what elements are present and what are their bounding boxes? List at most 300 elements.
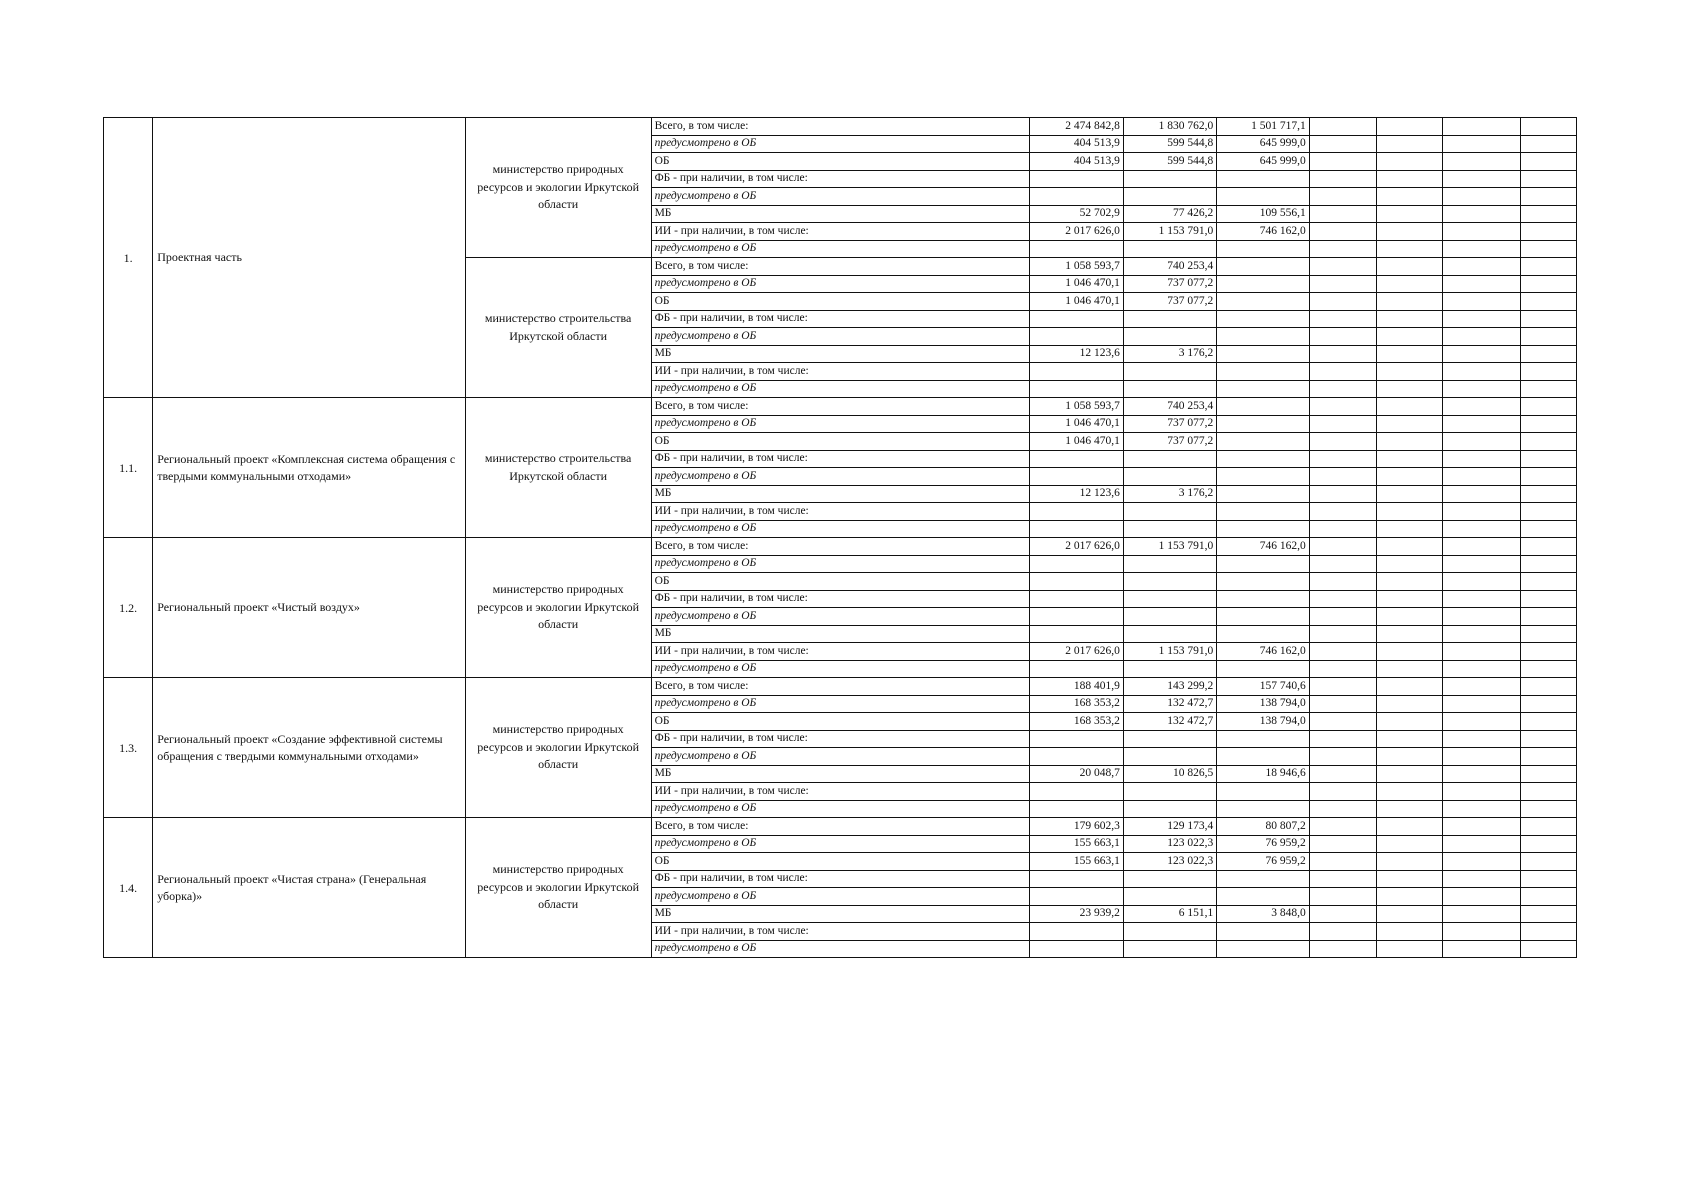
amount-year-3: 746 162,0: [1217, 538, 1309, 556]
empty-cell: [1377, 398, 1443, 416]
item-number: 1.4.: [104, 818, 153, 958]
empty-cell: [1377, 608, 1443, 626]
empty-cell: [1443, 450, 1520, 468]
empty-cell: [1377, 853, 1443, 871]
empty-cell: [1443, 818, 1520, 836]
amount-year-2: 3 176,2: [1123, 345, 1216, 363]
amount-year-1: 1 046 470,1: [1030, 293, 1123, 311]
empty-cell: [1443, 275, 1520, 293]
empty-cell: [1377, 660, 1443, 678]
funding-source: Всего, в том числе:: [651, 258, 1030, 276]
empty-cell: [1309, 695, 1376, 713]
empty-cell: [1443, 258, 1520, 276]
empty-cell: [1309, 853, 1376, 871]
amount-year-3: [1217, 800, 1309, 818]
amount-year-1: [1030, 800, 1123, 818]
amount-year-3: [1217, 345, 1309, 363]
funding-source: ИИ - при наличии, в том числе:: [651, 363, 1030, 381]
amount-year-2: 737 077,2: [1123, 293, 1216, 311]
amount-year-2: 132 472,7: [1123, 713, 1216, 731]
funding-source: предусмотрено в ОБ: [651, 835, 1030, 853]
empty-cell: [1309, 573, 1376, 591]
empty-cell: [1377, 485, 1443, 503]
amount-year-1: 404 513,9: [1030, 135, 1123, 153]
empty-cell: [1377, 870, 1443, 888]
empty-cell: [1309, 678, 1376, 696]
empty-cell: [1309, 818, 1376, 836]
funding-source: ОБ: [651, 293, 1030, 311]
empty-cell: [1309, 223, 1376, 241]
amount-year-2: [1123, 625, 1216, 643]
amount-year-2: [1123, 310, 1216, 328]
amount-year-1: [1030, 363, 1123, 381]
funding-source: ОБ: [651, 853, 1030, 871]
empty-cell: [1443, 783, 1520, 801]
amount-year-2: 1 153 791,0: [1123, 223, 1216, 241]
empty-cell: [1520, 608, 1576, 626]
empty-cell: [1377, 205, 1443, 223]
empty-cell: [1520, 275, 1576, 293]
empty-cell: [1377, 783, 1443, 801]
responsible-executor: министерство строительства Иркутской области: [465, 258, 651, 398]
empty-cell: [1443, 503, 1520, 521]
empty-cell: [1309, 923, 1376, 941]
empty-cell: [1443, 310, 1520, 328]
empty-cell: [1443, 643, 1520, 661]
amount-year-3: 746 162,0: [1217, 223, 1309, 241]
table-row: [104, 538, 1577, 556]
amount-year-1: 168 353,2: [1030, 713, 1123, 731]
item-number: 1.2.: [104, 538, 153, 678]
amount-year-3: [1217, 258, 1309, 276]
empty-cell: [1377, 153, 1443, 171]
empty-cell: [1443, 713, 1520, 731]
empty-cell: [1443, 345, 1520, 363]
empty-cell: [1309, 118, 1376, 136]
amount-year-3: [1217, 433, 1309, 451]
amount-year-1: 1 046 470,1: [1030, 433, 1123, 451]
amount-year-3: 746 162,0: [1217, 643, 1309, 661]
amount-year-1: [1030, 870, 1123, 888]
empty-cell: [1520, 310, 1576, 328]
empty-cell: [1377, 923, 1443, 941]
funding-source: ФБ - при наличии, в том числе:: [651, 170, 1030, 188]
amount-year-2: [1123, 923, 1216, 941]
empty-cell: [1377, 380, 1443, 398]
responsible-executor: министерство природных ресурсов и экологии Иркутской области: [465, 818, 651, 958]
amount-year-2: 123 022,3: [1123, 835, 1216, 853]
empty-cell: [1377, 748, 1443, 766]
empty-cell: [1443, 573, 1520, 591]
empty-cell: [1377, 135, 1443, 153]
empty-cell: [1377, 450, 1443, 468]
amount-year-1: 20 048,7: [1030, 765, 1123, 783]
empty-cell: [1309, 450, 1376, 468]
empty-cell: [1377, 118, 1443, 136]
amount-year-1: [1030, 468, 1123, 486]
empty-cell: [1520, 800, 1576, 818]
empty-cell: [1309, 363, 1376, 381]
empty-cell: [1520, 905, 1576, 923]
empty-cell: [1520, 363, 1576, 381]
amount-year-1: [1030, 888, 1123, 906]
amount-year-3: [1217, 608, 1309, 626]
empty-cell: [1443, 800, 1520, 818]
empty-cell: [1309, 293, 1376, 311]
responsible-executor: министерство природных ресурсов и экологии Иркутской области: [465, 678, 651, 818]
empty-cell: [1377, 363, 1443, 381]
empty-cell: [1377, 590, 1443, 608]
amount-year-3: 109 556,1: [1217, 205, 1309, 223]
amount-year-3: 18 946,6: [1217, 765, 1309, 783]
empty-cell: [1520, 293, 1576, 311]
empty-cell: [1377, 625, 1443, 643]
empty-cell: [1309, 870, 1376, 888]
responsible-executor: министерство природных ресурсов и экологии Иркутской области: [465, 118, 651, 258]
empty-cell: [1377, 240, 1443, 258]
empty-cell: [1443, 433, 1520, 451]
empty-cell: [1443, 363, 1520, 381]
amount-year-3: [1217, 625, 1309, 643]
empty-cell: [1309, 153, 1376, 171]
empty-cell: [1443, 205, 1520, 223]
amount-year-1: [1030, 170, 1123, 188]
funding-source: Всего, в том числе:: [651, 398, 1030, 416]
item-name: Региональный проект «Чистый воздух»: [153, 538, 465, 678]
empty-cell: [1443, 485, 1520, 503]
amount-year-3: [1217, 660, 1309, 678]
amount-year-2: 129 173,4: [1123, 818, 1216, 836]
empty-cell: [1520, 450, 1576, 468]
amount-year-1: [1030, 590, 1123, 608]
funding-source: МБ: [651, 905, 1030, 923]
amount-year-1: [1030, 940, 1123, 958]
empty-cell: [1377, 573, 1443, 591]
funding-source: предусмотрено в ОБ: [651, 415, 1030, 433]
amount-year-3: [1217, 293, 1309, 311]
empty-cell: [1309, 905, 1376, 923]
empty-cell: [1309, 520, 1376, 538]
empty-cell: [1520, 433, 1576, 451]
amount-year-3: 157 740,6: [1217, 678, 1309, 696]
funding-source: ОБ: [651, 573, 1030, 591]
empty-cell: [1309, 258, 1376, 276]
amount-year-2: 3 176,2: [1123, 485, 1216, 503]
empty-cell: [1377, 468, 1443, 486]
amount-year-2: [1123, 170, 1216, 188]
empty-cell: [1443, 415, 1520, 433]
empty-cell: [1443, 730, 1520, 748]
empty-cell: [1377, 275, 1443, 293]
funding-source: ИИ - при наличии, в том числе:: [651, 223, 1030, 241]
amount-year-2: 737 077,2: [1123, 415, 1216, 433]
empty-cell: [1443, 590, 1520, 608]
amount-year-3: [1217, 170, 1309, 188]
amount-year-2: [1123, 888, 1216, 906]
amount-year-2: 737 077,2: [1123, 433, 1216, 451]
amount-year-3: [1217, 485, 1309, 503]
empty-cell: [1377, 188, 1443, 206]
empty-cell: [1520, 205, 1576, 223]
amount-year-1: [1030, 660, 1123, 678]
empty-cell: [1309, 328, 1376, 346]
table-row: [104, 398, 1577, 416]
empty-cell: [1309, 205, 1376, 223]
empty-cell: [1309, 485, 1376, 503]
empty-cell: [1443, 240, 1520, 258]
amount-year-1: [1030, 608, 1123, 626]
empty-cell: [1377, 310, 1443, 328]
empty-cell: [1520, 188, 1576, 206]
amount-year-1: 1 046 470,1: [1030, 415, 1123, 433]
empty-cell: [1520, 538, 1576, 556]
empty-cell: [1309, 538, 1376, 556]
funding-source: ИИ - при наличии, в том числе:: [651, 643, 1030, 661]
amount-year-2: [1123, 573, 1216, 591]
amount-year-1: 1 058 593,7: [1030, 398, 1123, 416]
empty-cell: [1520, 835, 1576, 853]
empty-cell: [1377, 695, 1443, 713]
empty-cell: [1377, 538, 1443, 556]
empty-cell: [1443, 660, 1520, 678]
empty-cell: [1309, 433, 1376, 451]
empty-cell: [1377, 328, 1443, 346]
empty-cell: [1309, 888, 1376, 906]
empty-cell: [1309, 800, 1376, 818]
amount-year-3: 138 794,0: [1217, 713, 1309, 731]
empty-cell: [1309, 188, 1376, 206]
funding-source: предусмотрено в ОБ: [651, 520, 1030, 538]
empty-cell: [1520, 240, 1576, 258]
empty-cell: [1520, 153, 1576, 171]
empty-cell: [1443, 888, 1520, 906]
amount-year-2: 1 153 791,0: [1123, 643, 1216, 661]
empty-cell: [1443, 135, 1520, 153]
empty-cell: [1309, 608, 1376, 626]
amount-year-3: [1217, 520, 1309, 538]
item-number: 1.3.: [104, 678, 153, 818]
empty-cell: [1520, 503, 1576, 521]
amount-year-2: [1123, 783, 1216, 801]
empty-cell: [1309, 713, 1376, 731]
amount-year-2: [1123, 468, 1216, 486]
amount-year-2: [1123, 503, 1216, 521]
empty-cell: [1443, 223, 1520, 241]
empty-cell: [1443, 328, 1520, 346]
empty-cell: [1443, 398, 1520, 416]
funding-source: МБ: [651, 625, 1030, 643]
amount-year-1: [1030, 240, 1123, 258]
empty-cell: [1443, 835, 1520, 853]
empty-cell: [1309, 555, 1376, 573]
funding-source: предусмотрено в ОБ: [651, 748, 1030, 766]
amount-year-1: 23 939,2: [1030, 905, 1123, 923]
funding-source: предусмотрено в ОБ: [651, 608, 1030, 626]
empty-cell: [1377, 433, 1443, 451]
empty-cell: [1520, 555, 1576, 573]
empty-cell: [1309, 398, 1376, 416]
empty-cell: [1520, 398, 1576, 416]
item-name: Региональный проект «Чистая страна» (Генеральная уборка)»: [153, 818, 465, 958]
funding-source: предусмотрено в ОБ: [651, 328, 1030, 346]
empty-cell: [1309, 135, 1376, 153]
empty-cell: [1443, 940, 1520, 958]
amount-year-2: [1123, 748, 1216, 766]
amount-year-3: [1217, 590, 1309, 608]
empty-cell: [1443, 748, 1520, 766]
funding-source: предусмотрено в ОБ: [651, 135, 1030, 153]
empty-cell: [1520, 678, 1576, 696]
empty-cell: [1309, 503, 1376, 521]
funding-source: ФБ - при наличии, в том числе:: [651, 870, 1030, 888]
empty-cell: [1309, 940, 1376, 958]
amount-year-2: 599 544,8: [1123, 153, 1216, 171]
empty-cell: [1377, 643, 1443, 661]
amount-year-2: [1123, 450, 1216, 468]
amount-year-3: [1217, 468, 1309, 486]
empty-cell: [1377, 888, 1443, 906]
amount-year-1: 155 663,1: [1030, 835, 1123, 853]
amount-year-3: [1217, 555, 1309, 573]
empty-cell: [1520, 258, 1576, 276]
funding-source: ИИ - при наличии, в том числе:: [651, 783, 1030, 801]
amount-year-3: 76 959,2: [1217, 835, 1309, 853]
amount-year-3: [1217, 940, 1309, 958]
item-name: Проектная часть: [153, 118, 465, 398]
funding-source: ФБ - при наличии, в том числе:: [651, 310, 1030, 328]
empty-cell: [1377, 765, 1443, 783]
item-number: 1.: [104, 118, 153, 398]
amount-year-1: 2 017 626,0: [1030, 223, 1123, 241]
amount-year-3: [1217, 380, 1309, 398]
empty-cell: [1520, 695, 1576, 713]
funding-source: МБ: [651, 485, 1030, 503]
amount-year-3: [1217, 275, 1309, 293]
empty-cell: [1520, 818, 1576, 836]
empty-cell: [1520, 940, 1576, 958]
item-number: 1.1.: [104, 398, 153, 538]
empty-cell: [1520, 888, 1576, 906]
amount-year-1: 52 702,9: [1030, 205, 1123, 223]
amount-year-2: 737 077,2: [1123, 275, 1216, 293]
empty-cell: [1443, 118, 1520, 136]
empty-cell: [1309, 415, 1376, 433]
amount-year-1: [1030, 573, 1123, 591]
amount-year-1: [1030, 188, 1123, 206]
empty-cell: [1520, 573, 1576, 591]
amount-year-2: 132 472,7: [1123, 695, 1216, 713]
empty-cell: [1309, 310, 1376, 328]
amount-year-2: [1123, 520, 1216, 538]
amount-year-2: [1123, 188, 1216, 206]
amount-year-2: [1123, 608, 1216, 626]
amount-year-1: 12 123,6: [1030, 345, 1123, 363]
empty-cell: [1309, 765, 1376, 783]
empty-cell: [1520, 415, 1576, 433]
amount-year-1: 179 602,3: [1030, 818, 1123, 836]
amount-year-1: [1030, 923, 1123, 941]
empty-cell: [1443, 923, 1520, 941]
empty-cell: [1443, 870, 1520, 888]
funding-source: предусмотрено в ОБ: [651, 660, 1030, 678]
empty-cell: [1443, 538, 1520, 556]
amount-year-3: 3 848,0: [1217, 905, 1309, 923]
amount-year-1: 404 513,9: [1030, 153, 1123, 171]
funding-source: предусмотрено в ОБ: [651, 275, 1030, 293]
amount-year-3: 645 999,0: [1217, 135, 1309, 153]
funding-source: Всего, в том числе:: [651, 678, 1030, 696]
empty-cell: [1520, 135, 1576, 153]
amount-year-3: [1217, 748, 1309, 766]
amount-year-3: 76 959,2: [1217, 853, 1309, 871]
funding-source: предусмотрено в ОБ: [651, 800, 1030, 818]
empty-cell: [1377, 555, 1443, 573]
amount-year-2: 6 151,1: [1123, 905, 1216, 923]
empty-cell: [1520, 625, 1576, 643]
amount-year-2: [1123, 660, 1216, 678]
empty-cell: [1520, 468, 1576, 486]
amount-year-1: 188 401,9: [1030, 678, 1123, 696]
empty-cell: [1520, 170, 1576, 188]
funding-source: Всего, в том числе:: [651, 538, 1030, 556]
amount-year-3: [1217, 363, 1309, 381]
amount-year-1: [1030, 520, 1123, 538]
empty-cell: [1443, 765, 1520, 783]
empty-cell: [1309, 468, 1376, 486]
amount-year-1: [1030, 748, 1123, 766]
empty-cell: [1309, 275, 1376, 293]
amount-year-3: 138 794,0: [1217, 695, 1309, 713]
amount-year-1: [1030, 328, 1123, 346]
amount-year-3: [1217, 730, 1309, 748]
amount-year-1: [1030, 730, 1123, 748]
amount-year-1: [1030, 380, 1123, 398]
amount-year-3: [1217, 870, 1309, 888]
responsible-executor: министерство строительства Иркутской области: [465, 398, 651, 538]
empty-cell: [1377, 905, 1443, 923]
amount-year-2: 740 253,4: [1123, 398, 1216, 416]
table-row: [104, 118, 1577, 136]
empty-cell: [1377, 415, 1443, 433]
amount-year-2: 143 299,2: [1123, 678, 1216, 696]
empty-cell: [1377, 345, 1443, 363]
empty-cell: [1520, 520, 1576, 538]
empty-cell: [1443, 153, 1520, 171]
empty-cell: [1443, 293, 1520, 311]
amount-year-2: [1123, 940, 1216, 958]
empty-cell: [1309, 625, 1376, 643]
empty-cell: [1377, 730, 1443, 748]
table-row: [104, 818, 1577, 836]
amount-year-3: [1217, 783, 1309, 801]
empty-cell: [1377, 940, 1443, 958]
amount-year-2: [1123, 380, 1216, 398]
empty-cell: [1443, 695, 1520, 713]
empty-cell: [1443, 380, 1520, 398]
amount-year-3: 645 999,0: [1217, 153, 1309, 171]
empty-cell: [1443, 555, 1520, 573]
funding-source: ИИ - при наличии, в том числе:: [651, 923, 1030, 941]
amount-year-1: 2 017 626,0: [1030, 538, 1123, 556]
empty-cell: [1520, 660, 1576, 678]
funding-source: МБ: [651, 205, 1030, 223]
empty-cell: [1520, 590, 1576, 608]
empty-cell: [1520, 730, 1576, 748]
funding-source: предусмотрено в ОБ: [651, 240, 1030, 258]
amount-year-3: [1217, 415, 1309, 433]
amount-year-3: [1217, 923, 1309, 941]
empty-cell: [1520, 345, 1576, 363]
